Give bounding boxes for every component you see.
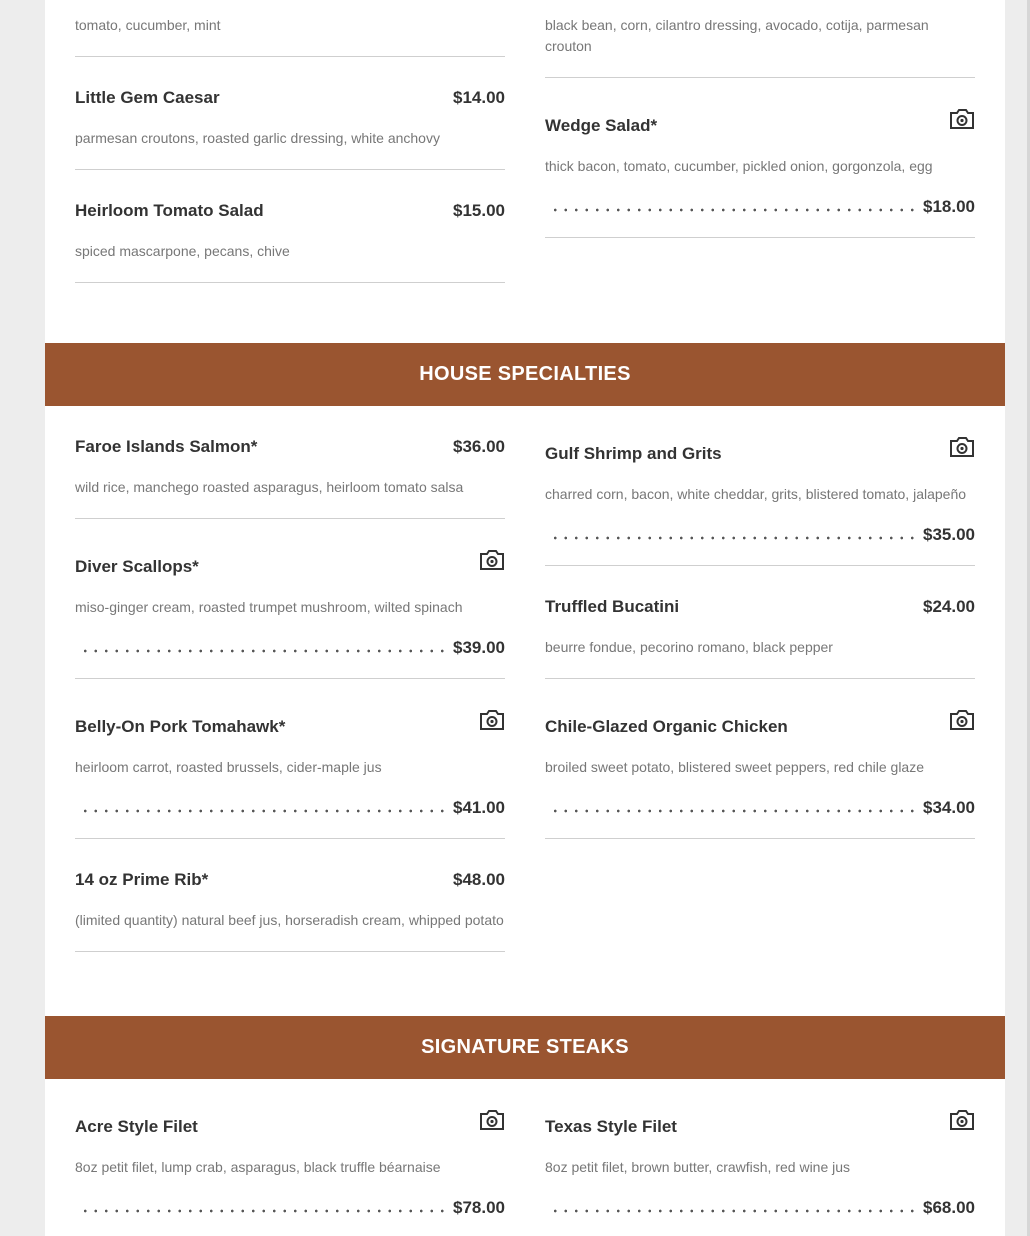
item-name: Chile-Glazed Organic Chicken <box>545 717 788 736</box>
item-description: (limited quantity) natural beef jus, horseradish cream, whipped potato <box>75 912 504 928</box>
divider <box>75 838 505 839</box>
item-description: tomato, cucumber, mint <box>75 17 221 33</box>
item-name: Wedge Salad* <box>545 116 658 135</box>
item-description: charred corn, bacon, white cheddar, grits, blistered tomato, jalapeño <box>545 486 967 502</box>
item-price: $36.00 <box>453 437 505 456</box>
camera-icon[interactable] <box>479 709 505 731</box>
divider <box>75 282 505 283</box>
divider <box>545 565 975 566</box>
price-leader-dots <box>80 649 451 653</box>
divider <box>545 237 975 238</box>
price-leader-dots <box>550 809 921 813</box>
divider <box>545 77 975 78</box>
item-price: $41.00 <box>453 798 505 817</box>
item-name: 14 oz Prime Rib* <box>75 870 209 889</box>
item-price: $18.00 <box>923 197 975 216</box>
item-description: wild rice, manchego roasted asparagus, heirloom tomato salsa <box>75 479 464 495</box>
item-name: Acre Style Filet <box>75 1117 198 1136</box>
price-leader-dots <box>80 1209 451 1213</box>
divider <box>75 678 505 679</box>
item-price: $39.00 <box>453 638 505 657</box>
camera-icon[interactable] <box>949 1109 975 1131</box>
item-price: $15.00 <box>453 201 505 220</box>
item-description: broiled sweet potato, blistered sweet peppers, red chile glaze <box>545 759 924 775</box>
price-leader-dots <box>80 809 451 813</box>
item-description: beurre fondue, pecorino romano, black pepper <box>545 639 833 655</box>
item-name: Texas Style Filet <box>545 1117 677 1136</box>
section-header-house-specialties: HOUSE SPECIALTIES <box>45 343 1005 406</box>
camera-icon[interactable] <box>479 1109 505 1131</box>
item-description: heirloom carrot, roasted brussels, cider-maple jus <box>75 759 382 775</box>
item-name: Diver Scallops* <box>75 557 199 576</box>
item-price: $14.00 <box>453 88 505 107</box>
item-description: miso-ginger cream, roasted trumpet mushroom, wilted spinach <box>75 599 463 615</box>
item-price: $34.00 <box>923 798 975 817</box>
price-leader-dots <box>550 536 921 540</box>
item-description: parmesan croutons, roasted garlic dressing, white anchovy <box>75 130 440 146</box>
menu-page <box>45 0 1005 1236</box>
price-leader-dots <box>550 1209 921 1213</box>
item-name: Belly-On Pork Tomahawk* <box>75 717 286 736</box>
divider <box>75 951 505 952</box>
item-description: spiced mascarpone, pecans, chive <box>75 243 290 259</box>
item-name: Heirloom Tomato Salad <box>75 201 264 220</box>
section-header-signature-steaks: SIGNATURE STEAKS <box>45 1016 1005 1079</box>
item-price: $48.00 <box>453 870 505 889</box>
divider <box>75 169 505 170</box>
item-description: black bean, corn, cilantro dressing, avocado, cotija, parmesan crouton <box>545 17 929 54</box>
item-description: 8oz petit filet, lump crab, asparagus, black truffle béarnaise <box>75 1159 441 1175</box>
camera-icon[interactable] <box>949 108 975 130</box>
item-price: $24.00 <box>923 597 975 616</box>
camera-icon[interactable] <box>949 709 975 731</box>
item-description: 8oz petit filet, brown butter, crawfish, red wine jus <box>545 1159 851 1175</box>
item-name: Little Gem Caesar <box>75 88 220 107</box>
camera-icon[interactable] <box>949 436 975 458</box>
item-description: thick bacon, tomato, cucumber, pickled onion, gorgonzola, egg <box>545 158 933 174</box>
item-name: Faroe Islands Salmon* <box>75 437 258 456</box>
camera-icon[interactable] <box>479 549 505 571</box>
divider <box>75 56 505 57</box>
item-price: $35.00 <box>923 525 975 544</box>
price-leader-dots <box>550 208 921 212</box>
divider <box>545 838 975 839</box>
divider <box>75 518 505 519</box>
item-price: $78.00 <box>453 1198 505 1217</box>
item-name: Truffled Bucatini <box>545 597 680 616</box>
divider <box>545 678 975 679</box>
item-price: $68.00 <box>923 1198 975 1217</box>
item-name: Gulf Shrimp and Grits <box>545 444 722 463</box>
